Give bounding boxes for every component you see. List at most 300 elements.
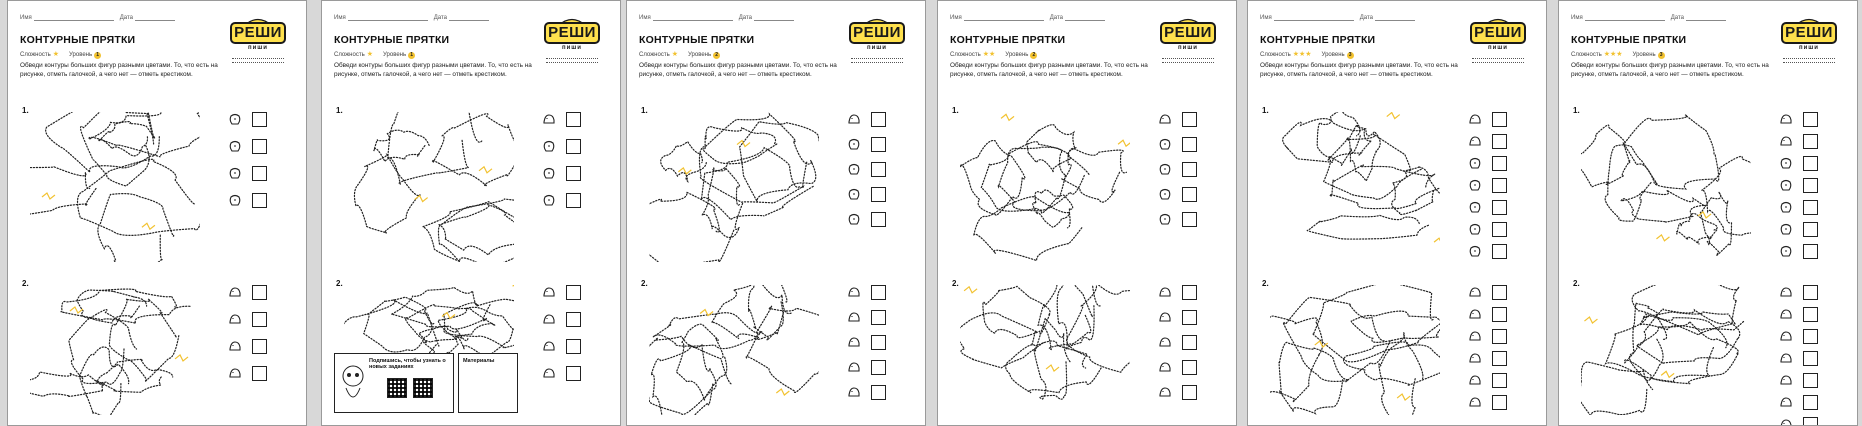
name-field-line [34,20,114,21]
answer-checkbox[interactable] [871,285,886,300]
answer-checkbox[interactable] [1492,395,1507,410]
answer-checkbox[interactable] [1492,351,1507,366]
subscribe-title: Подпишись, чтобы узнать о новых заданиях [369,358,446,370]
instruction-text: Обведи контуры больших фигур разными цветами. То, что есть на рисунке, отметь галочкой, а чего нет — отметь крестиком. [334,62,532,78]
answer-checkbox[interactable] [1182,335,1197,350]
outline-path [712,285,793,340]
date-field-line [449,20,489,21]
answer-checkbox[interactable] [871,310,886,325]
logo-url-strip [851,58,903,63]
date-label: Дата [1359,15,1373,21]
level-badge: 1 [408,52,415,59]
cactus-icon [1468,285,1482,299]
puzzle-drawing [30,112,200,267]
snail-icon [542,366,556,380]
outline-path [1344,342,1440,385]
worksheet-page [7,0,307,426]
answer-checkbox[interactable] [1803,329,1818,344]
answer-checkbox[interactable] [1492,112,1507,127]
outline-path [1313,285,1440,362]
spoon-icon [847,212,861,226]
stork-icon [542,339,556,353]
puzzle-drawing [649,112,819,267]
tree-icon [1468,200,1482,214]
bird-icon [542,112,556,126]
page-title: КОНТУРНЫЕ ПРЯТКИ [950,34,1066,46]
name-label: Имя [334,15,346,21]
date-label: Дата [433,15,447,21]
worksheet-page [937,0,1237,426]
outline-path [1038,285,1092,349]
answer-checkbox[interactable] [1803,285,1818,300]
answer-checkbox[interactable] [871,212,886,227]
puzzle-drawing [1581,112,1751,267]
leaf-icon [1158,310,1172,324]
answer-checkbox[interactable] [1803,178,1818,193]
outline-path [89,112,200,157]
cake-icon [1158,360,1172,374]
guitar-icon [542,285,556,299]
fish-icon [847,385,861,399]
penguin-icon [1779,285,1793,299]
puzzle-drawing [344,112,514,267]
answer-checkbox[interactable] [1803,373,1818,388]
reshi-pishi-logo [1468,13,1528,67]
answer-checkbox[interactable] [1803,112,1818,127]
answer-checkbox[interactable] [252,312,267,327]
bird2-icon [542,312,556,326]
instruction-text: Обведи контуры больших фигур разными цветами. То, что есть на рисунке, отметь галочкой, а чего нет — отметь крестиком. [639,62,837,78]
cherry-icon [1158,335,1172,349]
logo-subword: пиши [1177,45,1198,51]
rabbit-icon [847,310,861,324]
deer-icon [228,139,242,153]
outline-path [651,345,731,415]
pan-icon [228,193,242,207]
difficulty-stars: ★ [671,51,678,58]
logo-word: РЕШИ [849,22,905,44]
section-number: 1. [641,106,648,115]
outline-path [699,114,811,203]
answer-checkbox[interactable] [566,285,581,300]
outline-path [80,347,129,415]
answer-checkbox[interactable] [566,112,581,127]
cloud-icon [1468,134,1482,148]
answer-checkbox[interactable] [1492,222,1507,237]
difficulty-stars: ★★ [982,51,996,58]
answer-checkbox[interactable] [1492,156,1507,171]
name-label: Имя [950,15,962,21]
outline-path [1351,311,1440,342]
heart-icon [1468,156,1482,170]
answer-checkbox[interactable] [1803,395,1818,410]
difficulty-row [334,50,415,59]
dotted-outline-drawing [1581,112,1751,262]
outline-path [1270,316,1322,402]
answer-checkbox[interactable] [1803,156,1818,171]
outline-path [1700,192,1731,256]
answer-checkbox[interactable] [871,335,886,350]
outline-path [1283,297,1390,381]
level-badge: 2 [713,52,720,59]
answer-checkbox[interactable] [1492,329,1507,344]
answer-checkbox[interactable] [252,193,267,208]
outline-path [1067,285,1130,372]
difficulty-label: Сложность [1571,52,1602,58]
outline-path [746,306,819,392]
x-icon [1468,373,1482,387]
logo-word: РЕШИ [544,22,600,44]
answer-checkbox[interactable] [1492,134,1507,149]
logo-subword: пиши [866,45,887,51]
outline-path [78,159,200,235]
yellow-doodle [1001,114,1014,120]
logo-url-strip [232,58,284,63]
outline-path [676,324,726,400]
answer-checkbox[interactable] [1182,212,1197,227]
level-label: Уровень [688,52,712,58]
dotted-outline-drawing [960,112,1130,262]
outline-path [46,112,160,172]
date-field-line [1065,20,1105,21]
outline-path [1279,342,1348,413]
answer-checkbox[interactable] [1182,162,1197,177]
yellow-doodle [175,355,188,361]
name-date-row [639,15,800,21]
dotted-outline-drawing [960,285,1130,415]
apple-icon [1779,351,1793,365]
logo-subword: пиши [1487,45,1508,51]
name-date-row [334,15,495,21]
egg-icon [1779,156,1793,170]
qr-code-icon[interactable] [413,378,433,398]
answer-checkbox[interactable] [1492,200,1507,215]
page-title: КОНТУРНЫЕ ПРЯТКИ [639,34,755,46]
page-title: КОНТУРНЫЕ ПРЯТКИ [334,34,450,46]
sailboat-icon [542,139,556,153]
outline-path [1307,215,1428,239]
flower-icon [1158,212,1172,226]
date-field-line [1375,20,1415,21]
answer-checkbox[interactable] [252,285,267,300]
answer-checkbox[interactable] [1803,244,1818,259]
outline-path [1625,322,1739,384]
difficulty-row [639,50,720,59]
bug-icon [1468,244,1482,258]
logo-word: РЕШИ [1781,22,1837,44]
answer-checkbox[interactable] [1492,178,1507,193]
difficulty-stars: ★ [52,51,59,58]
outline-path [1006,341,1101,393]
logo-subword: пиши [247,45,268,51]
house-icon [1779,244,1793,258]
name-label: Имя [20,15,32,21]
reshi-pishi-logo [1779,13,1839,67]
ball-icon [1468,395,1482,409]
yellow-doodle [415,196,428,202]
answer-checkbox[interactable] [252,339,267,354]
star-icon [847,360,861,374]
section-number: 1. [952,106,959,115]
clover-icon [1468,351,1482,365]
answer-checkbox[interactable] [1492,244,1507,259]
answer-checkbox[interactable] [871,137,886,152]
scooter-icon [1779,417,1793,426]
yellow-doodle [1118,140,1130,146]
outline-path [30,167,96,216]
difficulty-label: Сложность [1260,52,1291,58]
difficulty-row [1571,50,1665,59]
outline-path [702,168,743,238]
puzzle-drawing [1270,285,1440,420]
yellow-doodle [1656,235,1669,241]
section-number: 2. [336,279,343,288]
outline-path [432,114,514,186]
outline-path [1605,145,1657,221]
level-label: Уровень [1632,52,1656,58]
yellow-doodle [142,223,155,229]
answer-checkbox[interactable] [1182,360,1197,375]
answer-checkbox[interactable] [252,366,267,381]
yellow-doodle [1397,394,1410,400]
puzzle-drawing [960,112,1130,267]
chicken-icon [542,166,556,180]
ball-icon [1779,200,1793,214]
jar-icon [1779,307,1793,321]
worksheet-page [1247,0,1547,426]
outline-path [1621,190,1705,222]
dotted-outline-drawing [30,112,200,262]
mushroom-icon [1158,187,1172,201]
outline-path [99,122,155,156]
dotted-outline-drawing [30,285,200,415]
answer-checkbox[interactable] [1492,285,1507,300]
date-field-line [754,20,794,21]
outline-path [974,197,1082,261]
answer-checkbox[interactable] [252,166,267,181]
name-date-row [20,15,181,21]
hammer-icon [1779,395,1793,409]
outline-path [1581,125,1630,187]
name-date-row [950,15,1111,21]
date-label: Дата [738,15,752,21]
outline-path [653,313,761,349]
name-label: Имя [1260,15,1272,21]
level-badge: 1 [94,52,101,59]
page-title: КОНТУРНЫЕ ПРЯТКИ [1260,34,1376,46]
snail-icon [1468,329,1482,343]
name-field-line [348,20,428,21]
section-number: 1. [22,106,29,115]
answer-checkbox[interactable] [566,366,581,381]
answer-checkbox[interactable] [1803,134,1818,149]
outline-path [1702,156,1752,235]
worksheet-page [626,0,926,426]
glasses-icon [1779,112,1793,126]
name-label: Имя [1571,15,1583,21]
section-number: 1. [1573,106,1580,115]
section-number: 2. [952,279,959,288]
dotted-outline-drawing [1581,285,1751,415]
reshi-pishi-logo [228,13,288,67]
difficulty-row [20,50,101,59]
giraffe-icon [1779,373,1793,387]
answer-checkbox[interactable] [252,139,267,154]
yellow-doodle [1584,317,1597,323]
answer-checkbox[interactable] [1182,310,1197,325]
outline-path [649,192,734,262]
answer-checkbox[interactable] [566,193,581,208]
answer-checkbox[interactable] [1803,222,1818,237]
reshi-pishi-logo [847,13,907,67]
outline-path [960,141,1025,216]
logo-subword: пиши [561,45,582,51]
yellow-doodle [776,389,789,395]
difficulty-stars: ★★★ [1292,51,1312,58]
icecream-icon [1158,162,1172,176]
date-label: Дата [119,15,133,21]
section-number: 2. [22,279,29,288]
outline-path [983,286,1050,337]
reshi-pishi-logo [542,13,602,67]
answer-checkbox[interactable] [871,162,886,177]
answer-checkbox[interactable] [871,112,886,127]
outline-path [354,155,420,233]
answer-checkbox[interactable] [871,360,886,375]
answer-checkbox[interactable] [1182,285,1197,300]
outline-path [960,313,1043,368]
car-icon [1468,112,1482,126]
pig-icon [542,193,556,207]
yellow-doodle [513,285,514,288]
yellow-doodle [1315,341,1328,347]
shirt-icon [1779,222,1793,236]
answer-checkbox[interactable] [1182,112,1197,127]
answer-checkbox[interactable] [566,312,581,327]
answer-checkbox[interactable] [871,187,886,202]
tag-icon [1779,134,1793,148]
outline-path [703,127,777,164]
name-date-row [1260,15,1421,21]
difficulty-label: Сложность [950,52,981,58]
page-title: КОНТУРНЫЕ ПРЯТКИ [1571,34,1687,46]
donut-icon [1158,385,1172,399]
puzzle-drawing [960,285,1130,420]
bull-icon [228,166,242,180]
logo-url-strip [546,58,598,63]
difficulty-label: Сложность [20,52,51,58]
difficulty-row [950,50,1037,59]
dotted-outline-drawing [344,112,514,262]
difficulty-stars: ★ [366,51,373,58]
level-label: Уровень [1005,52,1029,58]
logo-url-strip [1472,58,1524,63]
bone-icon [1158,112,1172,126]
answer-checkbox[interactable] [566,139,581,154]
answer-checkbox[interactable] [871,385,886,400]
section-number: 2. [1262,279,1269,288]
answer-checkbox[interactable] [1492,307,1507,322]
answer-checkbox[interactable] [1803,307,1818,322]
section-number: 1. [336,106,343,115]
outline-path [69,310,137,385]
dotted-outline-drawing [649,112,819,262]
outline-path [98,194,174,262]
logo-url-strip [1162,58,1214,63]
worksheet-page [1558,0,1858,426]
subscribe-card [334,353,454,413]
difficulty-row [1260,50,1354,59]
section-number: 1. [1262,106,1269,115]
egg-icon [1779,329,1793,343]
outline-path [374,130,429,161]
qr-code-icon[interactable] [387,378,407,398]
outline-path [77,290,146,323]
outline-path [444,299,514,347]
difficulty-label: Сложность [334,52,365,58]
gingerbread-icon [228,312,242,326]
teapot-icon [847,162,861,176]
name-field-line [1274,20,1354,21]
materials-card [458,353,518,413]
answer-checkbox[interactable] [252,112,267,127]
answer-checkbox[interactable] [1182,137,1197,152]
materials-title: Материалы [463,358,495,364]
difficulty-stars: ★★★ [1603,51,1623,58]
puzzle-drawing [1270,112,1440,267]
yellow-doodle [1661,371,1674,377]
moose-icon [847,285,861,299]
owl-icon [228,339,242,353]
answer-checkbox[interactable] [1803,417,1818,426]
house-icon [1468,178,1482,192]
answer-checkbox[interactable] [566,166,581,181]
cat-icon [1468,222,1482,236]
outline-path [1581,362,1653,415]
puzzle-drawing [30,285,200,420]
dotted-outline-drawing [1270,285,1440,415]
answer-checkbox[interactable] [1182,385,1197,400]
puzzle-drawing [1581,285,1751,420]
dotted-outline-drawing [649,285,819,415]
logo-word: РЕШИ [1160,22,1216,44]
level-label: Уровень [1321,52,1345,58]
outline-path [423,202,514,262]
answer-checkbox[interactable] [566,339,581,354]
bird-icon [1468,307,1482,321]
carrot-icon [1158,137,1172,151]
level-badge: 3 [1658,52,1665,59]
worksheet-page [321,0,621,426]
outline-path [30,372,104,396]
date-field-line [1686,20,1726,21]
answer-checkbox[interactable] [1492,373,1507,388]
answer-checkbox[interactable] [1182,187,1197,202]
name-date-row [1571,15,1732,21]
yellow-doodle [479,167,492,173]
answer-checkbox[interactable] [1803,351,1818,366]
name-field-line [964,20,1044,21]
outline-path [109,299,179,381]
mascot-icon [338,362,368,411]
level-label: Уровень [383,52,407,58]
bowl-icon [847,335,861,349]
outline-path [364,297,435,352]
rocking-horse-icon [228,366,242,380]
logo-url-strip [1783,58,1835,63]
outline-path [391,287,490,329]
answer-checkbox[interactable] [1803,200,1818,215]
